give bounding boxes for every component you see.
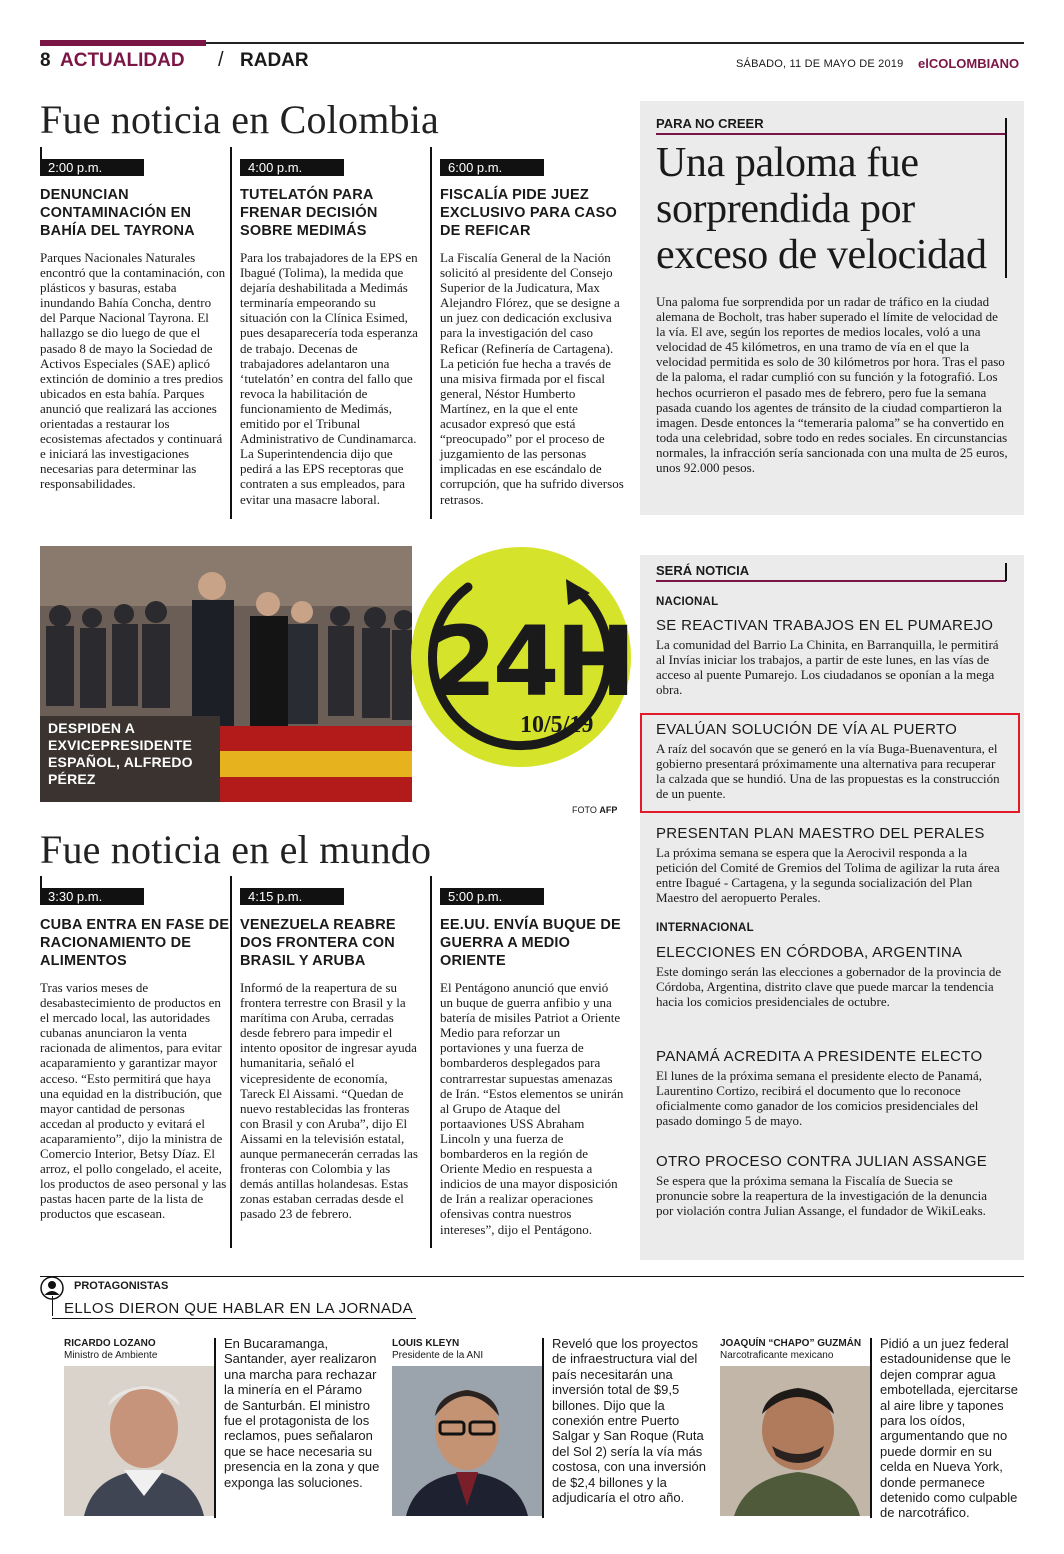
protagonistas-vertical-rule xyxy=(52,1296,53,1316)
person-role: Narcotraficante mexicano xyxy=(720,1350,834,1361)
panel-label: SERÁ NOTICIA xyxy=(656,563,750,578)
section-name: ACTUALIDAD xyxy=(60,50,185,71)
24h-badge-text: 24H xyxy=(430,606,632,718)
panel-rule xyxy=(656,133,1006,135)
column-rule xyxy=(870,1338,872,1518)
subsection-name: RADAR xyxy=(240,50,309,71)
feature-body: Una paloma fue sorprendida por un radar de tráfico en la ciudad alemana de Bocholt, tras haber superado el límite de velocidad de la vía. El ave, según los reportes de medios locales, voló a una velocidad de 45 kilómetros, en una tramo de vía en el que la velocidad permitida es solo de 30 kilómetros por hora. Tras el paso de la paloma, el radar cumplió con su función y la fotografió. Los hechos ocurrieron el pasado mes de febrero, pero fue la semana pasada cuando los agentes de tránsito de la ciudad compartieron la imagen. Desde entonces la “temeraria paloma” se ha convertido en toda una celebridad, sobre todo en redes sociales. En circunstancias normales, la infracción sería sancionada con una multa de 25 euros, unos 92.000 pesos. xyxy=(656,294,1008,476)
protagonistas-label: PROTAGONISTAS xyxy=(74,1280,169,1292)
news-body: Parques Nacionales Naturales encontró que la contaminación, con plásticos y basuras, estaba inundando Bahía Concha, dentro del Parque Nacional Tayrona. El hallazgo se dio luego de que el pasado 8 de mayo la Sociedad de Activos Especiales (SAE) aplicó extinción de dominio a tres predios ubicados en esta bahía. Parques anunció que realizará las acciones orientadas a restaurar los ecosistemas afectados y continuará e iniciará las investigaciones necesarias para determinar las responsabilidades. xyxy=(40,250,226,492)
person-role: Presidente de la ANI xyxy=(392,1350,484,1361)
column-rule xyxy=(40,147,42,159)
news-headline: EE.UU. ENVÍA BUQUE DE GUERRA A MEDIO ORIENTE xyxy=(440,917,621,969)
column-rule xyxy=(542,1338,544,1518)
news-body: Para los trabajadores de la EPS en Ibagué (Tolima), la medida que dejaría deshabilitada a Medimás terminaría empeorando su situación con la Clínica Esimed, pues desaparecería toda esperanza de trabajo. Decenas de trabajadores adelantaron una ‘tutelatón’ en contra del fallo que revoca la habilitación de funcionamiento de Medimás, emitido por el Tribunal Administrativo de Cundinamarca. La Superintendencia dijo que pedirá a las EPS receptoras que contraten a sus empleados, para evitar una masacre laboral. xyxy=(240,250,418,507)
protagonistas-underline xyxy=(52,1318,416,1319)
24h-badge-date: 10/5/19 xyxy=(520,712,594,738)
panel-rule xyxy=(656,580,1006,582)
news-body: Tras varios meses de desabastecimiento de productos en el mercado local, las autoridades cubanas anunciaron la venta racionada de alimentos, para evitar acaparamiento y garantizar mayor acceso. “Esto permitirá que haya una equidad en la distribución, que mayor cantidad de personas accedan al producto y evitará el acaparamiento”, dijo la ministra de Comercio Interior, Betsy Díaz. El arroz, el pollo congelado, el aceite, los productos de aseo personal y las pastas hacen parte de la lista de productos que escasean. xyxy=(40,980,227,1222)
brief-body: Se espera que la próxima semana la Fiscalía de Suecia se pronuncie sobre la reapertura de la investigación de la denuncia por violación contra Julian Assange, el fundador de WikiLeaks. xyxy=(656,1173,987,1219)
photo-credit-source: AFP xyxy=(599,805,618,815)
column-rule xyxy=(230,876,232,1248)
panel-vertical-rule xyxy=(1005,563,1007,581)
panel-label: PARA NO CREER xyxy=(656,116,764,131)
brief-body: La próxima semana se espera que la Aerocivil responda a la petición del Comité de Gremios del Tolima de agilizar la ruta área entre Ibagué - Cartagena, y la segunda socialización del Plan Maestro del aeropuerto Perales. xyxy=(656,845,1000,906)
news-body: Informó de la reapertura de su frontera terrestre con Brasil y la marítima con Aruba, cerradas desde febrero para impedir el intento opositor de ingresar ayuda humanitaria, señaló el vicepresidente de economía, Tareck El Aissami. “Quedan de nuevo restablecidas las fronteras con Brasil y con Aruba”, dijo El Aissami en la televisión estatal, aunque permanecerán cerradas las fronteras con Colombia y las demás antillas holandesas. Estas zonas estaban cerradas desde el pasado 23 de febrero. xyxy=(240,980,418,1222)
person-description: Pidió a un juez federal estadounidense que le dejen comprar agua embotellada, ejercitarse al aire libre y tapones para los oídos, argumentando que no puede dormir en su celda en Nueva York, donde permanece detenido como culpable de narcotráfico. xyxy=(880,1336,1019,1521)
column-rule xyxy=(430,876,432,1248)
news-headline: FISCALÍA PIDE JUEZ EXCLUSIVO PARA CASO DE REFICAR xyxy=(440,187,618,239)
column-rule xyxy=(430,147,432,519)
brief-title: EVALÚAN SOLUCIÓN DE VÍA AL PUERTO xyxy=(656,721,958,738)
person-role: Ministro de Ambiente xyxy=(64,1350,158,1361)
news-headline: CUBA ENTRA EN FASE DE RACIONAMIENTO DE ALIMENTOS xyxy=(40,917,230,969)
brief-title: ELECCIONES EN CÓRDOBA, ARGENTINA xyxy=(656,944,963,961)
column-rule xyxy=(40,876,42,888)
time-badge: 4:00 p.m. xyxy=(240,159,344,176)
brief-title: PRESENTAN PLAN MAESTRO DEL PERALES xyxy=(656,825,985,842)
person-photo xyxy=(64,1366,214,1516)
photo-credit-label: FOTO xyxy=(572,805,597,815)
protagonistas-subtitle: ELLOS DIERON QUE HABLAR EN LA JORNADA xyxy=(64,1300,414,1317)
news-headline: DENUNCIAN CONTAMINACIÓN EN BAHÍA DEL TAYRONA xyxy=(40,187,195,239)
news-body: La Fiscalía General de la Nación solicitó al presidente del Consejo Superior de la Judicatura, Max Alejandro Flórez, que se designe a un juez con dedicación exclusiva para la investigación del caso Reficar (Refinería de Cartagena). La petición fue hecha a través de una misiva firmada por el fiscal general, Néstor Humberto Martínez, en la que el ente acusador expresó que está “preocupado” por el proceso de juzgamiento de las personas implicadas en ese escándalo de corrupción, que ha sufrido diversos retrasos. xyxy=(440,250,624,507)
person-name: RICARDO LOZANO xyxy=(64,1338,156,1349)
time-badge: 6:00 p.m. xyxy=(440,159,544,176)
person-name: JOAQUÍN “CHAPO” GUZMÁN xyxy=(720,1338,862,1349)
header-separator: / xyxy=(218,49,224,71)
issue-date: SÁBADO, 11 DE MAYO DE 2019 xyxy=(736,58,904,70)
time-badge: 5:00 p.m. xyxy=(440,888,544,905)
category-label: INTERNACIONAL xyxy=(656,922,754,934)
news-headline: TUTELATÓN PARA FRENAR DECISIÓN SOBRE MEDIMÁS xyxy=(240,187,378,239)
brief-title: PANAMÁ ACREDITA A PRESIDENTE ELECTO xyxy=(656,1048,983,1065)
time-badge: 3:30 p.m. xyxy=(40,888,144,905)
person-description: En Bucaramanga, Santander, ayer realizaron una marcha para rechazar la minería en el Páramo de Santurbán. El ministro fue el protagonista de los reclamos, pues señalaron que se hace necesaria su presencia en la zona y que exponga las soluciones. xyxy=(224,1336,380,1490)
brief-body: La comunidad del Barrio La Chinita, en Barranquilla, le permitirá al Invías iniciar los trabajos, a partir de este lunes, en las vías de acceso al puente Pumarejo. Los ciudadanos se oponían a la mega obra. xyxy=(656,637,999,698)
section-title-colombia: Fue noticia en Colombia xyxy=(40,97,439,142)
person-photo xyxy=(392,1366,542,1516)
person-description: Reveló que los proyectos de infraestructura vial del país necesitarán una inversión total de $9,5 billones. Dijo que la conexión entre Puerto Salgar y San Roque (Ruta del Sol 2) sería la vía más costosa, con una inversión de $2,4 billones y la adjudicaría el otro año. xyxy=(552,1336,706,1506)
page-number: 8 xyxy=(40,50,51,71)
section-title-mundo: Fue noticia en el mundo xyxy=(40,827,432,872)
column-rule xyxy=(230,147,232,519)
newspaper-logo: elCOLOMBIANO xyxy=(918,56,1020,71)
category-label: NACIONAL xyxy=(656,596,719,608)
feature-headline: Una paloma fue sorprendida por exceso de velocidad xyxy=(656,140,987,278)
column-rule xyxy=(214,1338,216,1518)
brief-title: SE REACTIVAN TRABAJOS EN EL PUMAREJO xyxy=(656,617,994,634)
header-accent-bar xyxy=(40,40,206,46)
brief-body: A raíz del socavón que se generó en la vía Buga-Buenaventura, el gobierno presentará próximamente una alternativa para recuperar la calzada que se hundió. Una de las propuestas es la construcción de un puente. xyxy=(656,741,1000,802)
person-name: LOUIS KLEYN xyxy=(392,1338,460,1349)
photo-caption: DESPIDEN A EXVICEPRESIDENTE ESPAÑOL, ALFREDO PÉREZ xyxy=(48,720,193,787)
time-badge: 4:15 p.m. xyxy=(240,888,344,905)
time-badge: 2:00 p.m. xyxy=(40,159,144,176)
protagonistas-rule xyxy=(40,1276,1024,1277)
brief-title: OTRO PROCESO CONTRA JULIAN ASSANGE xyxy=(656,1153,988,1170)
brief-body: Este domingo serán las elecciones a gobernador de la provincia de Córdoba, Argentina, distrito clave que puede marcar la tendencia hacia los comicios presidenciales de octubre. xyxy=(656,964,1002,1010)
news-headline: VENEZUELA REABRE DOS FRONTERA CON BRASIL Y ARUBA xyxy=(240,917,396,969)
person-photo xyxy=(720,1366,870,1516)
photo-credit xyxy=(572,805,617,815)
news-body: El Pentágono anunció que envió un buque de guerra anfibio y una batería de misiles Patriot a Oriente Medio para reforzar un portaviones y una fuerza de bombarderos desplegados para contrarrestar supuestas amenazas de Irán. “Estos elementos se unirán al Grupo de Ataque del portaaviones USS Abraham Lincoln y una fuerza de bombarderos en la región de Oriente Medio en respuesta a indicios de una mayor disposición de Irán a realizar operaciones ofensivas contra nuestros intereses”, dijo el Pentágono. xyxy=(440,980,624,1237)
brief-body: El lunes de la próxima semana el presidente electo de Panamá, Laurentino Cortizo, recibirá el documento que lo reconoce oficialmente como ganador de los comicios presidenciales del pasado domingo 5 de mayo. xyxy=(656,1068,982,1129)
